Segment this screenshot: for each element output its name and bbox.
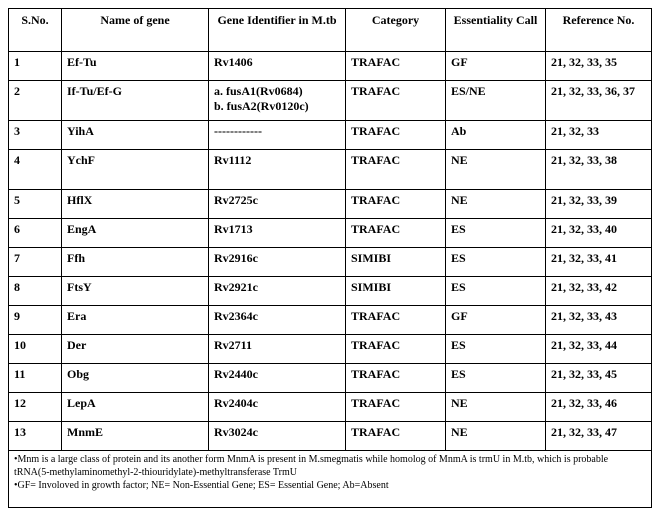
cell-essentiality: Ab (446, 121, 546, 150)
cell-category: TRAFAC (346, 393, 446, 422)
cell-sno: 4 (9, 150, 62, 190)
cell-essentiality: NE (446, 393, 546, 422)
cell-category: TRAFAC (346, 306, 446, 335)
header-sno: S.No. (9, 9, 62, 52)
table-row (9, 190, 652, 219)
cell-gene-identifier: Rv3024c (209, 422, 346, 451)
cell-sno: 9 (9, 306, 62, 335)
cell-gene-name: EngA (62, 219, 209, 248)
cell-reference: 21, 32, 33, 44 (546, 335, 652, 364)
cell-reference: 21, 32, 33, 47 (546, 422, 652, 451)
cell-gene-name: Obg (62, 364, 209, 393)
cell-sno: 5 (9, 190, 62, 219)
cell-essentiality: ES/NE (446, 81, 546, 121)
cell-sno: 11 (9, 364, 62, 393)
cell-sno: 7 (9, 248, 62, 277)
header-reference: Reference No. (546, 9, 652, 52)
cell-gene-name: If-Tu/Ef-G (62, 81, 209, 121)
table-row (9, 150, 652, 190)
table-row (9, 277, 652, 306)
table-row (9, 52, 652, 81)
cell-gene-identifier: Rv2364c (209, 306, 346, 335)
cell-gene-name: Era (62, 306, 209, 335)
cell-essentiality: NE (446, 150, 546, 190)
table-row (9, 335, 652, 364)
table-row (9, 422, 652, 451)
header-essentiality: Essentiality Call (446, 9, 546, 52)
cell-sno: 6 (9, 219, 62, 248)
cell-gene-name: Der (62, 335, 209, 364)
cell-reference: 21, 32, 33, 43 (546, 306, 652, 335)
table-row (9, 306, 652, 335)
cell-sno: 1 (9, 52, 62, 81)
cell-reference: 21, 32, 33, 35 (546, 52, 652, 81)
header-row (9, 9, 652, 52)
table-row (9, 121, 652, 150)
cell-gene-identifier: Rv2916c (209, 248, 346, 277)
cell-gene-identifier: Rv2921c (209, 277, 346, 306)
cell-sno: 2 (9, 81, 62, 121)
cell-gene-name: YchF (62, 150, 209, 190)
table-row (9, 81, 652, 121)
table-row (9, 219, 652, 248)
cell-essentiality: NE (446, 190, 546, 219)
cell-reference: 21, 32, 33, 46 (546, 393, 652, 422)
table-row (9, 364, 652, 393)
cell-sno: 10 (9, 335, 62, 364)
cell-gene-identifier: Rv1112 (209, 150, 346, 190)
cell-essentiality: ES (446, 219, 546, 248)
cell-essentiality: NE (446, 422, 546, 451)
cell-essentiality: GF (446, 52, 546, 81)
gene-table (8, 8, 652, 508)
cell-category: TRAFAC (346, 422, 446, 451)
table-body (9, 52, 652, 451)
cell-reference: 21, 32, 33, 41 (546, 248, 652, 277)
footnote-mnm: •Mnm is a large class of protein and its another form MnmA is present in M.smegmatis while homolog of MnmA is trmU in M.tb, which is probable tRNA(5-methylaminomethyl-2-thiouridylate)-methyltransferase TrmU (14, 454, 609, 478)
cell-gene-name: MnmE (62, 422, 209, 451)
cell-gene-identifier: Rv2725c (209, 190, 346, 219)
header-gene-name: Name of gene (62, 9, 209, 52)
cell-gene-name: LepA (62, 393, 209, 422)
cell-gene-identifier: Rv2711 (209, 335, 346, 364)
footnote-row (9, 451, 652, 508)
header-gene-identifier: Gene Identifier in M.tb (209, 9, 346, 52)
cell-gene-name: FtsY (62, 277, 209, 306)
cell-category: TRAFAC (346, 190, 446, 219)
cell-essentiality: ES (446, 248, 546, 277)
cell-essentiality: ES (446, 335, 546, 364)
cell-gene-identifier: Rv1713 (209, 219, 346, 248)
cell-gene-name: YihA (62, 121, 209, 150)
cell-sno: 3 (9, 121, 62, 150)
cell-gene-name: HflX (62, 190, 209, 219)
cell-sno: 8 (9, 277, 62, 306)
cell-category: TRAFAC (346, 219, 446, 248)
cell-category: SIMIBI (346, 248, 446, 277)
cell-reference: 21, 32, 33, 42 (546, 277, 652, 306)
cell-gene-identifier: Rv2440c (209, 364, 346, 393)
cell-reference: 21, 32, 33, 38 (546, 150, 652, 190)
cell-category: TRAFAC (346, 121, 446, 150)
cell-reference: 21, 32, 33, 40 (546, 219, 652, 248)
header-category: Category (346, 9, 446, 52)
cell-sno: 13 (9, 422, 62, 451)
cell-gene-identifier: ------------ (209, 121, 346, 150)
cell-reference: 21, 32, 33, 36, 37 (546, 81, 652, 121)
table-row (9, 393, 652, 422)
cell-gene-identifier: Rv1406 (209, 52, 346, 81)
cell-reference: 21, 32, 33 (546, 121, 652, 150)
table-row (9, 248, 652, 277)
cell-category: TRAFAC (346, 81, 446, 121)
cell-category: TRAFAC (346, 335, 446, 364)
cell-essentiality: GF (446, 306, 546, 335)
cell-essentiality: ES (446, 364, 546, 393)
cell-essentiality: ES (446, 277, 546, 306)
footnote-legend: •GF= Involoved in growth factor; NE= Non-Essential Gene; ES= Essential Gene; Ab=Absent (14, 480, 389, 491)
cell-sno: 12 (9, 393, 62, 422)
cell-reference: 21, 32, 33, 45 (546, 364, 652, 393)
cell-category: SIMIBI (346, 277, 446, 306)
cell-gene-name: Ffh (62, 248, 209, 277)
cell-gene-name: Ef-Tu (62, 52, 209, 81)
footnote-cell (9, 451, 652, 508)
cell-gene-identifier: a. fusA1(Rv0684) b. fusA2(Rv0120c) (209, 81, 346, 121)
cell-category: TRAFAC (346, 364, 446, 393)
cell-category: TRAFAC (346, 52, 446, 81)
cell-reference: 21, 32, 33, 39 (546, 190, 652, 219)
cell-category: TRAFAC (346, 150, 446, 190)
cell-gene-identifier: Rv2404c (209, 393, 346, 422)
